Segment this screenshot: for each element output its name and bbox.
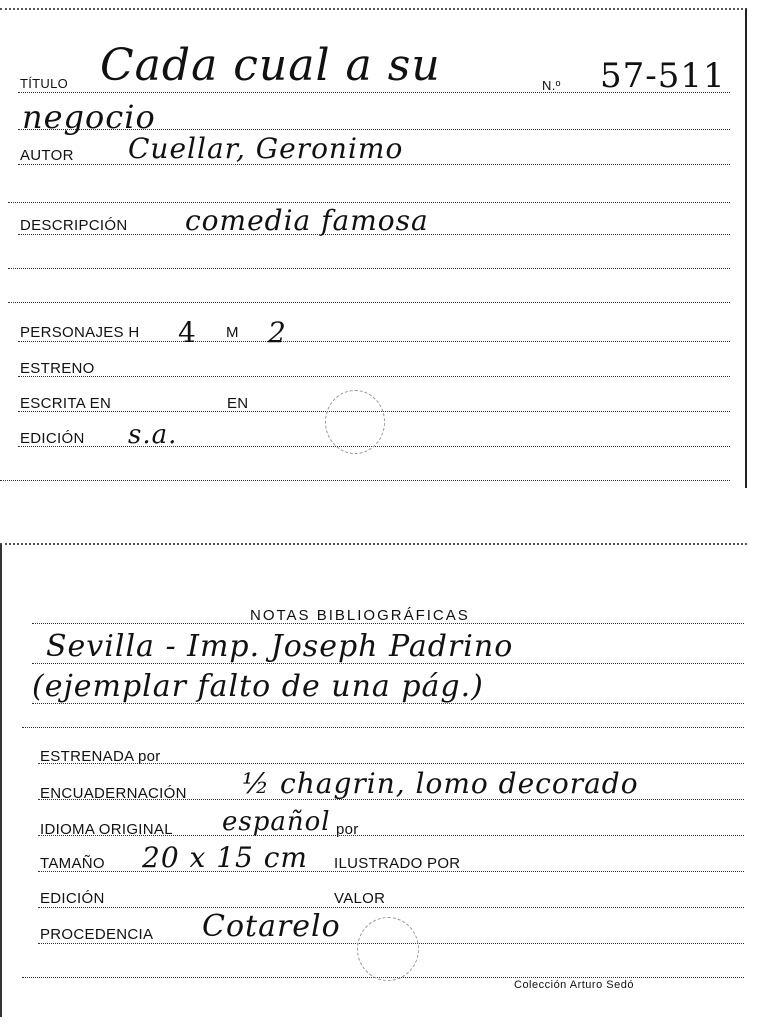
coleccion-stamp: Colección Arturo Sedó — [514, 979, 634, 991]
punch-hole-mark — [325, 390, 385, 454]
personajes-m-label: M — [226, 324, 239, 341]
ilustrado-label: ILUSTRADO POR — [334, 855, 461, 872]
encuadernacion-label: ENCUADERNACIÓN — [40, 785, 187, 802]
idioma-value: español — [222, 807, 331, 837]
valor-label: VALOR — [334, 890, 386, 907]
catalog-card-back — [0, 543, 747, 1017]
punch-hole-mark — [357, 917, 419, 981]
rule-estreno — [18, 376, 730, 377]
rule-blank-2 — [8, 268, 730, 269]
titulo-label: TÍTULO — [20, 76, 69, 91]
personajes-h-value: 4 — [178, 316, 197, 349]
rule-bottom — [0, 480, 730, 481]
autor-value: Cuellar, Geronimo — [128, 132, 404, 165]
personajes-h-label: PERSONAJES H — [20, 324, 140, 341]
titulo-value: Cada cual a su — [100, 40, 441, 91]
notas-line-2: (ejemplar falto de una pág.) — [32, 669, 484, 704]
catalog-card-front — [0, 8, 747, 488]
escrita-en-label: ESCRITA EN — [20, 395, 112, 412]
tamano-label: TAMAÑO — [40, 855, 105, 872]
edicion-label: EDICIÓN — [20, 430, 85, 447]
procedencia-value: Cotarelo — [202, 909, 341, 944]
tamano-value: 20 x 15 cm — [142, 841, 308, 874]
edicion-value: s.a. — [128, 420, 178, 450]
rule-blank — [22, 727, 744, 728]
notas-header: NOTAS BIBLIOGRÁFICAS — [250, 607, 470, 624]
notas-line-1: Sevilla - Imp. Joseph Padrino — [46, 629, 514, 664]
descripcion-value: comedia famosa — [185, 204, 429, 237]
procedencia-label: PROCEDENCIA — [40, 926, 154, 943]
rule-personajes — [18, 341, 730, 342]
encuadernacion-value: ½ chagrin, lomo decorado — [242, 767, 639, 800]
estrenada-label: ESTRENADA por — [40, 748, 161, 765]
rule-blank-1 — [8, 202, 730, 203]
titulo-value-2: negocio — [22, 98, 156, 136]
idioma-label: IDIOMA ORIGINAL — [40, 821, 173, 838]
descripcion-label: DESCRIPCIÓN — [20, 217, 128, 234]
autor-label: AUTOR — [20, 147, 74, 164]
numero-value: 57-511 — [600, 56, 726, 96]
idioma-por-label: por — [336, 821, 359, 838]
rule-edicion — [38, 907, 744, 908]
rule-blank-3 — [8, 302, 730, 303]
estreno-label: ESTRENO — [20, 360, 95, 377]
en-label: EN — [227, 395, 249, 412]
personajes-m-value: 2 — [268, 316, 287, 349]
edicion-back-label: EDICIÓN — [40, 890, 105, 907]
numero-label: N.º — [542, 78, 561, 93]
